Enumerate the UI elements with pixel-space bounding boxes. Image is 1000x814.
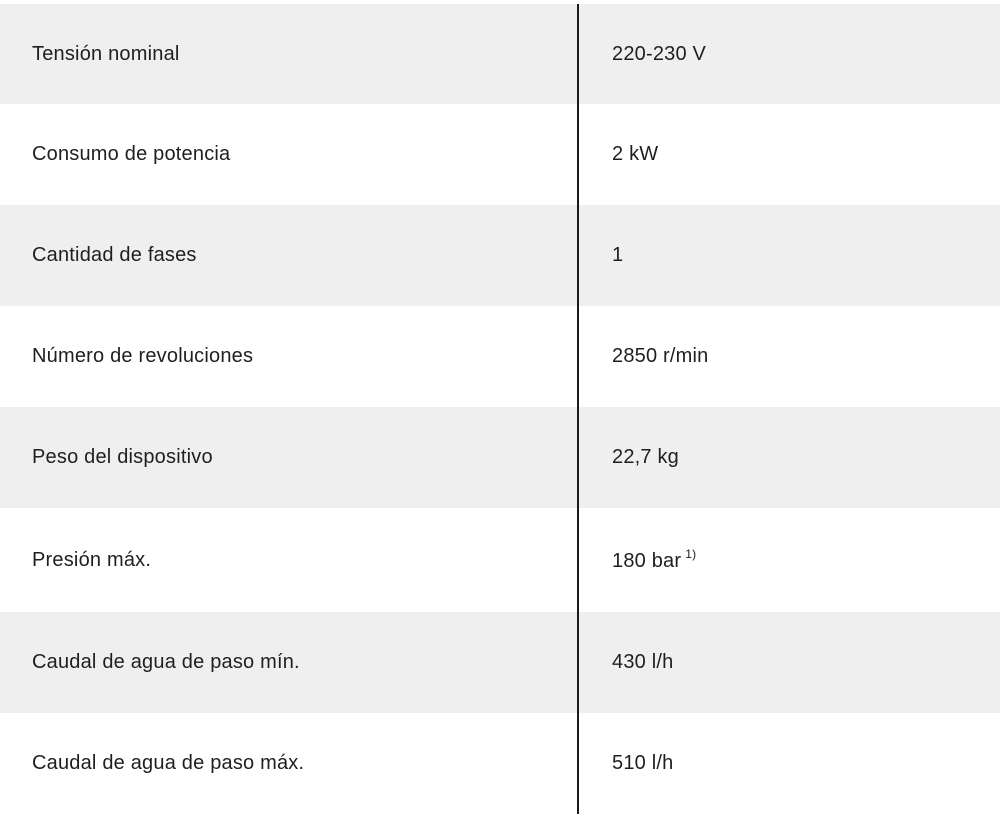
footnote-marker: 1): [685, 547, 697, 561]
spec-row: [0, 407, 1000, 508]
spec-value: 220-230 V: [612, 42, 707, 65]
spec-label: Cantidad de fases: [32, 244, 197, 266]
spec-value: 180 bar $^{1)}$: [612, 547, 697, 572]
spec-row: [0, 306, 1000, 407]
spec-label: Caudal de agua de paso máx.: [32, 752, 305, 774]
spec-label: Peso del dispositivo: [32, 446, 213, 468]
spec-value: 2 kW: [612, 143, 659, 165]
spec-value: 510 l/h: [612, 752, 674, 774]
spec-label: Consumo de potencia: [32, 143, 231, 165]
spec-row: [0, 612, 1000, 713]
spec-row: [0, 104, 1000, 205]
spec-label: Caudal de agua de paso mín.: [32, 651, 300, 673]
spec-value: 1: [612, 244, 624, 266]
spec-value: 430 l/h: [612, 651, 674, 673]
spec-value: 2850 r/min: [612, 345, 709, 367]
spec-row: [0, 508, 1000, 612]
spec-value: 22,7 kg: [612, 446, 680, 468]
spec-row: [0, 205, 1000, 306]
spec-row: [0, 713, 1000, 814]
column-divider: [577, 4, 579, 814]
spec-label: Tensión nominal: [32, 42, 180, 65]
spec-label: Presión máx.: [32, 548, 152, 571]
spec-row: [0, 4, 1000, 104]
spec-label: Número de revoluciones: [32, 345, 254, 367]
